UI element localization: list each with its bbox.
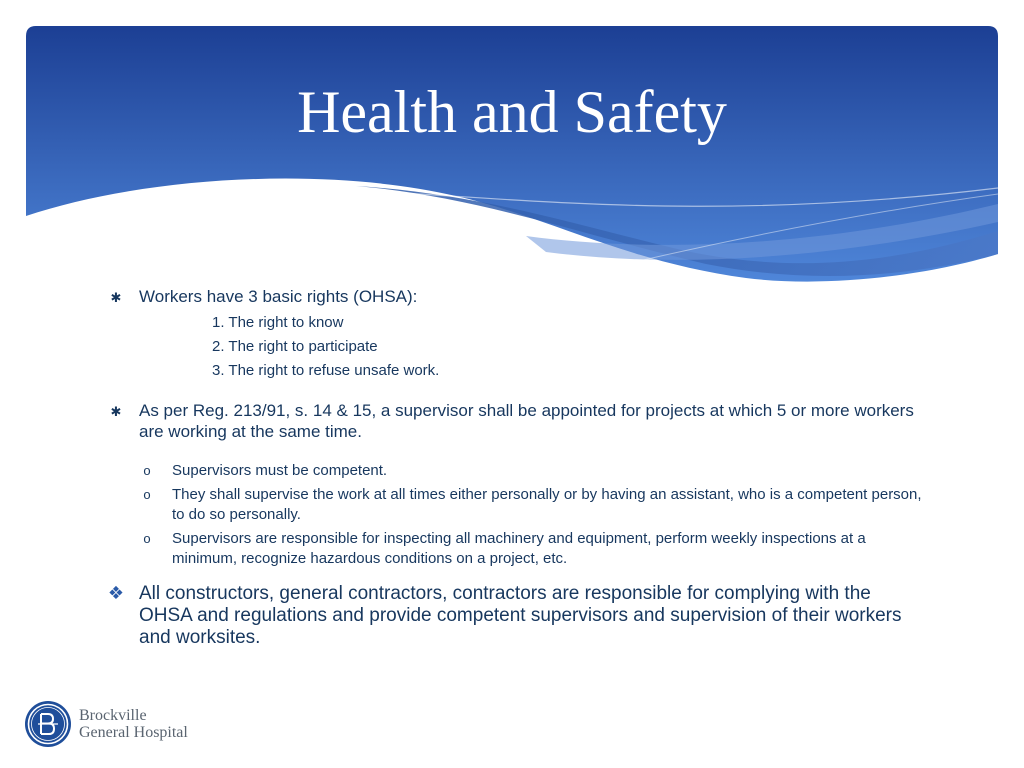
hollow-circle-bullet-icon: o [143, 463, 151, 478]
banner-graphic [26, 26, 998, 284]
hospital-emblem-icon [24, 700, 72, 748]
four-diamond-bullet-icon: ❖ [107, 583, 125, 603]
list-item-text: They shall supervise the work at all times either personally or by having an assistant, who is a competent person, to do so personally. [172, 486, 922, 523]
slide-body [106, 286, 926, 649]
bullet-constructors [106, 583, 926, 649]
list-item [140, 485, 926, 525]
hollow-circle-bullet-icon: o [143, 487, 151, 502]
list-item: 2. The right to participate [212, 338, 378, 355]
hospital-name-line1: Brockville [79, 707, 147, 724]
list-item [140, 461, 926, 481]
slide-title: Health and Safety [297, 79, 727, 145]
list-item-text: Supervisors must be competent. [172, 462, 388, 479]
hospital-logo [24, 699, 188, 749]
bullet-supervisor-regulation [106, 400, 926, 442]
list-item: 3. The right to refuse unsafe work. [212, 362, 440, 379]
hollow-circle-bullet-icon: o [143, 531, 151, 546]
list-item-text: Supervisors are responsible for inspecting all machinery and equipment, perform weekly inspections at a minimum, recognize hazardous conditions on a project, etc. [172, 530, 866, 567]
list-item: 1. The right to know [212, 314, 344, 331]
list-item [140, 529, 926, 569]
asterisk-bullet-icon: ✱ [110, 404, 122, 419]
supervisor-sub-list [140, 461, 926, 569]
rights-list [212, 311, 926, 383]
hospital-name [79, 707, 188, 741]
hospital-name-line2: General Hospital [79, 724, 188, 741]
bullet-text: As per Reg. 213/91, s. 14 & 15, a supervisor shall be appointed for projects at which 5 or more workers are working at the same time. [139, 401, 914, 441]
bullet-text: Workers have 3 basic rights (OHSA): [139, 287, 418, 306]
bullet-rights [106, 286, 926, 307]
bullet-text: All constructors, general contractors, contractors are responsible for complying with the OHSA and regulations and provide competent supervisors and supervision of their workers and worksites. [139, 583, 902, 648]
title-banner [26, 26, 998, 284]
asterisk-bullet-icon: ✱ [110, 290, 122, 305]
